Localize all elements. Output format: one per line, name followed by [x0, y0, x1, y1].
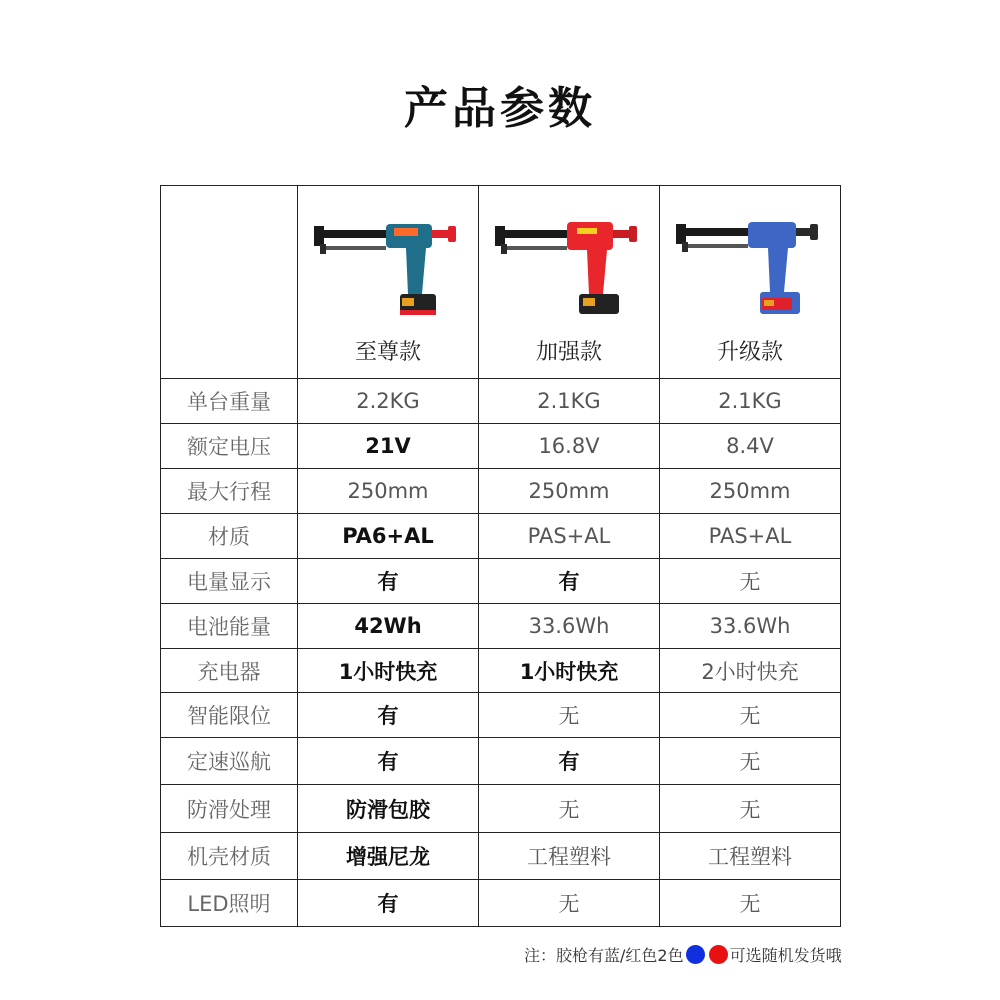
spec-value: 有	[298, 559, 479, 604]
spec-value: 21V	[298, 424, 479, 469]
spec-value: 防滑包胶	[298, 785, 479, 833]
spec-label: 智能限位	[161, 693, 298, 738]
product-cell-2	[479, 186, 660, 379]
spec-value: 42Wh	[298, 604, 479, 649]
caulking-gun-blue-icon	[670, 216, 830, 321]
spec-value: 2.1KG	[660, 379, 841, 424]
caulking-gun-teal-icon	[308, 216, 468, 321]
spec-value: PAS+AL	[660, 514, 841, 559]
spec-value: 无	[479, 693, 660, 738]
spec-value: 无	[660, 880, 841, 927]
note-text-before: 注：胶枪有蓝/红色2色	[524, 946, 684, 965]
note-text-after: 可选随机发货哦	[729, 946, 842, 965]
spec-row	[161, 424, 841, 469]
product-name: 至尊款	[354, 340, 421, 365]
spec-row	[161, 469, 841, 514]
spec-value: 2.1KG	[479, 379, 660, 424]
product-name: 升级款	[716, 340, 783, 365]
spec-label: 防滑处理	[161, 785, 298, 833]
spec-row	[161, 693, 841, 738]
spec-row	[161, 785, 841, 833]
product-header-row	[161, 186, 841, 379]
spec-label: 材质	[161, 514, 298, 559]
spec-value: 无	[660, 738, 841, 785]
empty-corner-cell	[161, 186, 298, 379]
spec-label: 充电器	[161, 649, 298, 693]
product-name: 加强款	[535, 340, 602, 365]
red-color-dot	[709, 945, 728, 964]
spec-value: 8.4V	[660, 424, 841, 469]
spec-value: 16.8V	[479, 424, 660, 469]
spec-label: 额定电压	[161, 424, 298, 469]
spec-value: 33.6Wh	[479, 604, 660, 649]
spec-label: 机壳材质	[161, 833, 298, 880]
spec-label: 定速巡航	[161, 738, 298, 785]
spec-row	[161, 559, 841, 604]
spec-row	[161, 649, 841, 693]
spec-value: 有	[298, 738, 479, 785]
spec-value: 2.2KG	[298, 379, 479, 424]
spec-value: 工程塑料	[660, 833, 841, 880]
spec-row	[161, 880, 841, 927]
spec-label: LED照明	[161, 880, 298, 927]
spec-value: 250mm	[660, 469, 841, 514]
spec-value: 无	[660, 559, 841, 604]
spec-value: 工程塑料	[479, 833, 660, 880]
spec-row	[161, 379, 841, 424]
spec-row	[161, 514, 841, 559]
spec-value: 无	[660, 693, 841, 738]
spec-value: 250mm	[479, 469, 660, 514]
spec-value: 250mm	[298, 469, 479, 514]
spec-value: PAS+AL	[479, 514, 660, 559]
spec-value: 2小时快充	[660, 649, 841, 693]
spec-label: 最大行程	[161, 469, 298, 514]
spec-table	[160, 185, 841, 927]
spec-value: PA6+AL	[298, 514, 479, 559]
page-title: 产品参数	[404, 83, 596, 134]
blue-color-dot	[686, 945, 705, 964]
spec-label: 电量显示	[161, 559, 298, 604]
product-cell-3	[660, 186, 841, 379]
caulking-gun-red-icon	[489, 216, 649, 321]
color-note	[524, 943, 842, 966]
spec-value: 有	[479, 559, 660, 604]
spec-value: 无	[479, 785, 660, 833]
spec-value: 33.6Wh	[660, 604, 841, 649]
spec-row	[161, 833, 841, 880]
spec-value: 有	[298, 693, 479, 738]
spec-value: 有	[298, 880, 479, 927]
spec-value: 无	[479, 880, 660, 927]
spec-value: 1小时快充	[479, 649, 660, 693]
spec-value: 无	[660, 785, 841, 833]
product-cell-1	[298, 186, 479, 379]
spec-value: 1小时快充	[298, 649, 479, 693]
spec-row	[161, 738, 841, 785]
spec-value: 增强尼龙	[298, 833, 479, 880]
spec-value: 有	[479, 738, 660, 785]
spec-label: 电池能量	[161, 604, 298, 649]
spec-row	[161, 604, 841, 649]
spec-label: 单台重量	[161, 379, 298, 424]
